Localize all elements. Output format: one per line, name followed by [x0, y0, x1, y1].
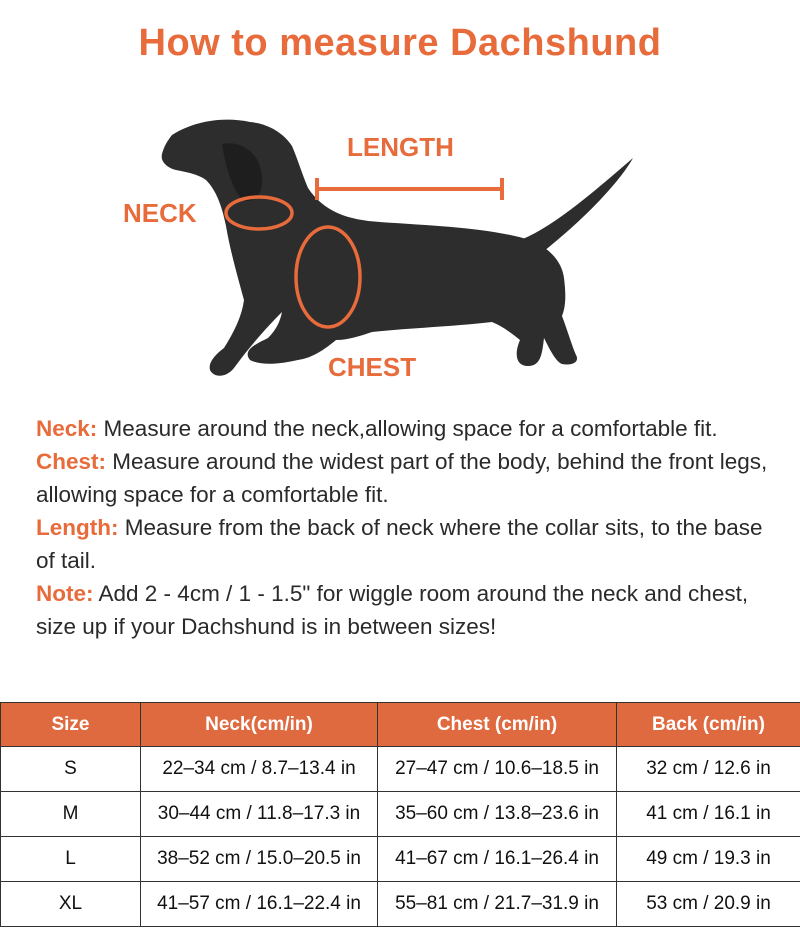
cell-neck: 30–44 cm / 11.8–17.3 in — [141, 792, 378, 837]
cell-size: L — [1, 837, 141, 882]
table-row — [1, 747, 800, 792]
page-title: How to measure Dachshund — [138, 22, 662, 64]
cell-neck: 22–34 cm / 8.7–13.4 in — [141, 747, 378, 792]
cell-chest: 41–67 cm / 16.1–26.4 in — [378, 837, 617, 882]
cell-size: XL — [1, 882, 141, 927]
size-chart-table — [0, 702, 800, 927]
cell-chest: 55–81 cm / 21.7–31.9 in — [378, 882, 617, 927]
chest-label: CHEST — [328, 352, 417, 382]
table-row — [1, 792, 800, 837]
cell-neck: 41–57 cm / 16.1–22.4 in — [141, 882, 378, 927]
instruction-length — [36, 511, 776, 577]
instruction-text: Measure from the back of neck where the collar sits, to the base of tail. — [36, 515, 763, 573]
cell-chest: 35–60 cm / 13.8–23.6 in — [378, 792, 617, 837]
cell-back: 53 cm / 20.9 in — [617, 882, 800, 927]
cell-size: S — [1, 747, 141, 792]
instruction-chest — [36, 445, 776, 511]
neck-label: NECK — [123, 198, 197, 228]
header-chest: Chest (cm/in) — [378, 703, 617, 747]
instruction-term: Chest: — [36, 449, 107, 474]
instruction-term: Length: — [36, 515, 119, 540]
dachshund-measurement-diagram — [110, 100, 670, 400]
cell-chest: 27–47 cm / 10.6–18.5 in — [378, 747, 617, 792]
instruction-text: Measure around the widest part of the body, behind the front legs, allowing space for a comfortable fit. — [36, 449, 768, 507]
table-row — [1, 837, 800, 882]
cell-back: 32 cm / 12.6 in — [617, 747, 800, 792]
instruction-term: Note: — [36, 581, 94, 606]
length-label: LENGTH — [347, 132, 454, 162]
table-header-row — [1, 703, 800, 747]
cell-neck: 38–52 cm / 15.0–20.5 in — [141, 837, 378, 882]
header-size: Size — [1, 703, 141, 747]
cell-back: 49 cm / 19.3 in — [617, 837, 800, 882]
instruction-neck — [36, 412, 776, 445]
instruction-note — [36, 577, 776, 643]
instruction-term: Neck: — [36, 416, 98, 441]
instruction-text: Add 2 - 4cm / 1 - 1.5" for wiggle room around the neck and chest, size up if your Dachshund is in between sizes! — [36, 581, 749, 639]
header-neck: Neck(cm/in) — [141, 703, 378, 747]
cell-back: 41 cm / 16.1 in — [617, 792, 800, 837]
header-back: Back (cm/in) — [617, 703, 800, 747]
cell-size: M — [1, 792, 141, 837]
instruction-text: Measure around the neck,allowing space for a comfortable fit. — [97, 416, 718, 441]
dachshund-svg — [110, 100, 670, 400]
measurement-instructions — [36, 412, 776, 643]
table-row — [1, 882, 800, 927]
